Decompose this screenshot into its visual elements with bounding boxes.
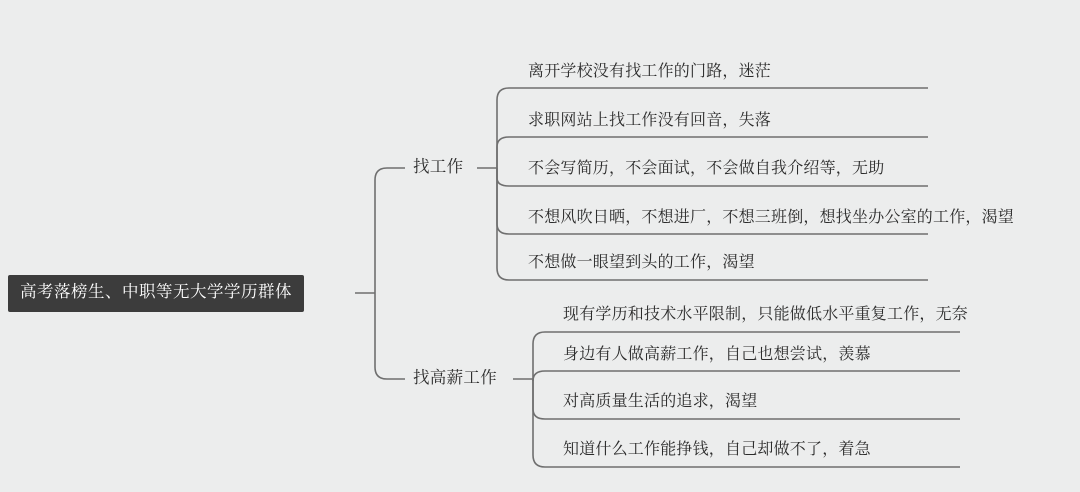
mindmap-branch-find-highpay-job[interactable]: 找高薪工作: [413, 369, 497, 387]
mindmap-leaf[interactable]: 不想做一眼望到头的工作，渴望: [528, 254, 755, 271]
mindmap-leaf[interactable]: 离开学校没有找工作的门路，迷茫: [528, 63, 772, 80]
mindmap-leaf[interactable]: 不想风吹日晒，不想进厂，不想三班倒，想找坐办公室的工作，渴望: [528, 209, 1015, 226]
mindmap-leaf[interactable]: 不会写简历，不会面试，不会做自我介绍等，无助: [528, 160, 885, 177]
mindmap-leaf[interactable]: 身边有人做高薪工作，自己也想尝试，羡慕: [563, 346, 871, 363]
mindmap-leaf[interactable]: 现有学历和技术水平限制，只能做低水平重复工作，无奈: [563, 306, 969, 323]
mindmap-leaf[interactable]: 对高质量生活的追求，渴望: [563, 393, 758, 410]
link-spine-branch1: [375, 168, 405, 293]
mindmap-branch-find-job[interactable]: 找工作: [413, 158, 464, 176]
link-spine-branch2: [375, 293, 405, 379]
link-b2-leaf2: [533, 371, 960, 381]
mindmap-leaf[interactable]: 求职网站上找工作没有回音，失落: [528, 112, 772, 129]
mindmap-leaf[interactable]: 知道什么工作能挣钱，自己却做不了，着急: [563, 441, 871, 458]
mindmap-root-node[interactable]: 高考落榜生、中职等无大学学历群体: [8, 275, 304, 312]
